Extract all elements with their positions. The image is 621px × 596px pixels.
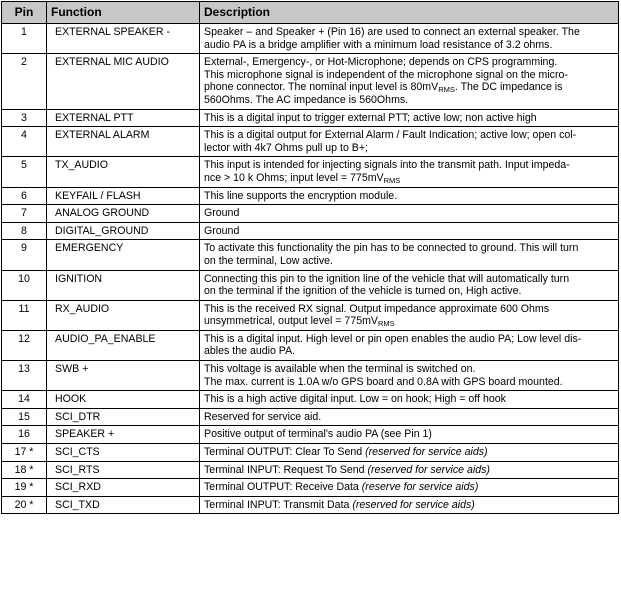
description-text: Reserved for service aid. xyxy=(204,410,322,423)
description-text: This is a digital output for External Alarm / Fault Indication; active low; open col- xyxy=(204,129,577,142)
pin-number: 1 xyxy=(2,24,47,54)
description-line xyxy=(204,411,614,424)
table-row xyxy=(2,205,619,223)
description-line xyxy=(204,26,614,39)
description-text: unsymmetrical, output level = 775mV xyxy=(204,315,378,328)
rms-subscript: RMS xyxy=(383,175,401,185)
pin-description xyxy=(200,54,619,109)
description-line xyxy=(204,363,614,376)
pin-description xyxy=(200,426,619,444)
pin-function: RX_AUDIO xyxy=(47,300,200,330)
description-line xyxy=(204,303,614,316)
table-row xyxy=(2,222,619,240)
pin-number: 20 * xyxy=(2,496,47,514)
pin-function: SCI_TXD xyxy=(47,496,200,514)
table-row xyxy=(2,426,619,444)
description-text-after: . The DC impedance is xyxy=(454,81,563,94)
description-text: Ground xyxy=(204,224,240,237)
description-note: (reserved for service aids) xyxy=(365,446,488,459)
description-line xyxy=(204,39,614,52)
table-row xyxy=(2,408,619,426)
description-line xyxy=(204,255,614,268)
description-line xyxy=(204,446,614,459)
pin-description xyxy=(200,300,619,330)
pin-description xyxy=(200,205,619,223)
pin-number: 11 xyxy=(2,300,47,330)
table-row xyxy=(2,496,619,514)
description-text: This microphone signal is independent of the microphone signal on the micro- xyxy=(204,68,568,81)
table-row xyxy=(2,109,619,127)
pin-function: SCI_RTS xyxy=(47,461,200,479)
description-text: on the terminal if the ignition of the vehicle is turned on, High active. xyxy=(204,285,522,298)
pin-number: 12 xyxy=(2,330,47,360)
pin-description xyxy=(200,270,619,300)
description-line xyxy=(204,345,614,358)
pin-description xyxy=(200,408,619,426)
description-line xyxy=(204,225,614,238)
description-line xyxy=(204,81,614,94)
pin-number: 2 xyxy=(2,54,47,109)
pin-description xyxy=(200,24,619,54)
pin-function: EXTERNAL PTT xyxy=(47,109,200,127)
pin-description xyxy=(200,361,619,391)
description-text: This input is intended for injecting signals into the transmit path. Input impeda- xyxy=(204,159,570,172)
table-body xyxy=(2,24,619,514)
pin-function: SCI_RXD xyxy=(47,479,200,497)
pin-description xyxy=(200,187,619,205)
table-header xyxy=(2,2,619,24)
description-line xyxy=(204,376,614,389)
description-text: This is a digital input. High level or pin open enables the audio PA; Low level dis- xyxy=(204,332,582,345)
description-text: ables the audio PA. xyxy=(204,345,296,358)
description-text: To activate this functionality the pin has to be connected to ground. This will turn xyxy=(204,242,579,255)
header-row xyxy=(2,2,619,24)
pin-number: 7 xyxy=(2,205,47,223)
description-text: Terminal INPUT: Transmit Data xyxy=(204,498,353,511)
pin-number: 14 xyxy=(2,391,47,409)
pin-number: 5 xyxy=(2,157,47,187)
description-text: Terminal INPUT: Request To Send xyxy=(204,463,368,476)
pin-description-table xyxy=(1,1,619,514)
description-line xyxy=(204,285,614,298)
pin-function: TX_AUDIO xyxy=(47,157,200,187)
table-row xyxy=(2,391,619,409)
pin-function: SWB + xyxy=(47,361,200,391)
table-row xyxy=(2,479,619,497)
pin-function: SPEAKER + xyxy=(47,426,200,444)
pin-function: DIGITAL_GROUND xyxy=(47,222,200,240)
description-note: (reserved for service aids) xyxy=(352,498,475,511)
description-text: 560Ohms. The AC impedance is 560Ohms. xyxy=(204,93,409,106)
description-text: Connecting this pin to the ignition line of the vehicle that will automatically turn xyxy=(204,272,570,285)
description-text: Speaker – and Speaker + (Pin 16) are used to connect an external speaker. The xyxy=(204,26,580,38)
pin-function: HOOK xyxy=(47,391,200,409)
description-line xyxy=(204,207,614,220)
description-text: This is the received RX signal. Output impedance approximate 600 Ohms xyxy=(204,302,550,315)
pin-description xyxy=(200,157,619,187)
description-text: Terminal OUTPUT: Clear To Send xyxy=(204,446,366,459)
description-line xyxy=(204,69,614,82)
table-row xyxy=(2,361,619,391)
pin-number: 16 xyxy=(2,426,47,444)
pin-function: IGNITION xyxy=(47,270,200,300)
pin-number: 13 xyxy=(2,361,47,391)
pin-description xyxy=(200,330,619,360)
table-row xyxy=(2,240,619,270)
pin-number: 3 xyxy=(2,109,47,127)
description-text: Terminal OUTPUT: Receive Data xyxy=(204,481,362,494)
header-pin: Pin xyxy=(2,2,47,24)
rms-subscript: RMS xyxy=(438,85,455,95)
pin-function: SCI_DTR xyxy=(47,408,200,426)
description-text: Ground xyxy=(204,207,240,220)
description-line xyxy=(204,499,614,512)
description-note: (reserved for service aids) xyxy=(367,463,490,476)
description-line xyxy=(204,315,614,328)
description-line xyxy=(204,94,614,107)
table-row xyxy=(2,330,619,360)
description-text: This line supports the encryption module. xyxy=(204,189,398,202)
description-line xyxy=(204,481,614,494)
pin-function: SCI_CTS xyxy=(47,444,200,462)
pin-description xyxy=(200,127,619,157)
description-line xyxy=(204,159,614,172)
pin-description xyxy=(200,240,619,270)
description-line xyxy=(204,56,614,69)
pin-description xyxy=(200,109,619,127)
pin-description xyxy=(200,391,619,409)
table-row xyxy=(2,157,619,187)
rms-subscript: RMS xyxy=(378,319,395,329)
table-row xyxy=(2,127,619,157)
pin-function: AUDIO_PA_ENABLE xyxy=(47,330,200,360)
pin-number: 4 xyxy=(2,127,47,157)
description-line xyxy=(204,190,614,203)
pin-number: 19 * xyxy=(2,479,47,497)
pin-function: EXTERNAL ALARM xyxy=(47,127,200,157)
pin-number: 8 xyxy=(2,222,47,240)
table-row xyxy=(2,444,619,462)
pin-number: 6 xyxy=(2,187,47,205)
table-row xyxy=(2,54,619,109)
pin-description xyxy=(200,222,619,240)
pin-description xyxy=(200,479,619,497)
pin-number: 15 xyxy=(2,408,47,426)
description-line xyxy=(204,273,614,286)
table-row xyxy=(2,187,619,205)
description-text: The max. current is 1.0A w/o GPS board and 0.8A with GPS board mounted. xyxy=(204,375,563,388)
table-row xyxy=(2,461,619,479)
pin-number: 10 xyxy=(2,270,47,300)
pin-number: 17 * xyxy=(2,444,47,462)
description-text: This voltage is available when the terminal is switched on. xyxy=(204,363,476,376)
description-line xyxy=(204,242,614,255)
description-line xyxy=(204,464,614,477)
pin-function: EXTERNAL MIC AUDIO xyxy=(47,54,200,109)
description-line xyxy=(204,112,614,125)
description-text: Positive output of terminal's audio PA (see Pin 1) xyxy=(204,428,432,441)
description-note: (reserve for service aids) xyxy=(361,481,479,494)
pin-number: 9 xyxy=(2,240,47,270)
table-row xyxy=(2,24,619,54)
pin-function: EMERGENCY xyxy=(47,240,200,270)
description-line xyxy=(204,172,614,185)
pin-description xyxy=(200,461,619,479)
pin-function: KEYFAIL / FLASH xyxy=(47,187,200,205)
header-description: Description xyxy=(200,2,619,24)
description-line xyxy=(204,129,614,142)
pin-description xyxy=(200,444,619,462)
description-line xyxy=(204,333,614,346)
description-line xyxy=(204,428,614,441)
pin-function: ANALOG GROUND xyxy=(47,205,200,223)
table-row xyxy=(2,270,619,300)
description-text: nce > 10 k Ohms; input level = 775mV xyxy=(204,171,384,184)
pin-function: EXTERNAL SPEAKER - xyxy=(47,24,200,54)
description-line xyxy=(204,393,614,406)
description-text: lector with 4k7 Ohms pull up to B+; xyxy=(204,141,368,154)
header-function: Function xyxy=(47,2,200,24)
pin-description xyxy=(200,496,619,514)
description-text: External-, Emergency-, or Hot-Microphone; depends on CPS programming. xyxy=(204,56,558,69)
description-text: on the terminal, Low active. xyxy=(204,254,333,267)
pin-number: 18 * xyxy=(2,461,47,479)
description-text: This is a high active digital input. Low = on hook; High = off hook xyxy=(204,393,506,406)
description-text: phone connector. The nominal input level is 80mV xyxy=(204,81,439,94)
table-row xyxy=(2,300,619,330)
description-line xyxy=(204,142,614,155)
description-text: This is a digital input to trigger external PTT; active low; non active high xyxy=(204,111,537,124)
description-text: audio PA is a bridge amplifier with a minimum load resistance of 3.2 ohms. xyxy=(204,38,553,51)
